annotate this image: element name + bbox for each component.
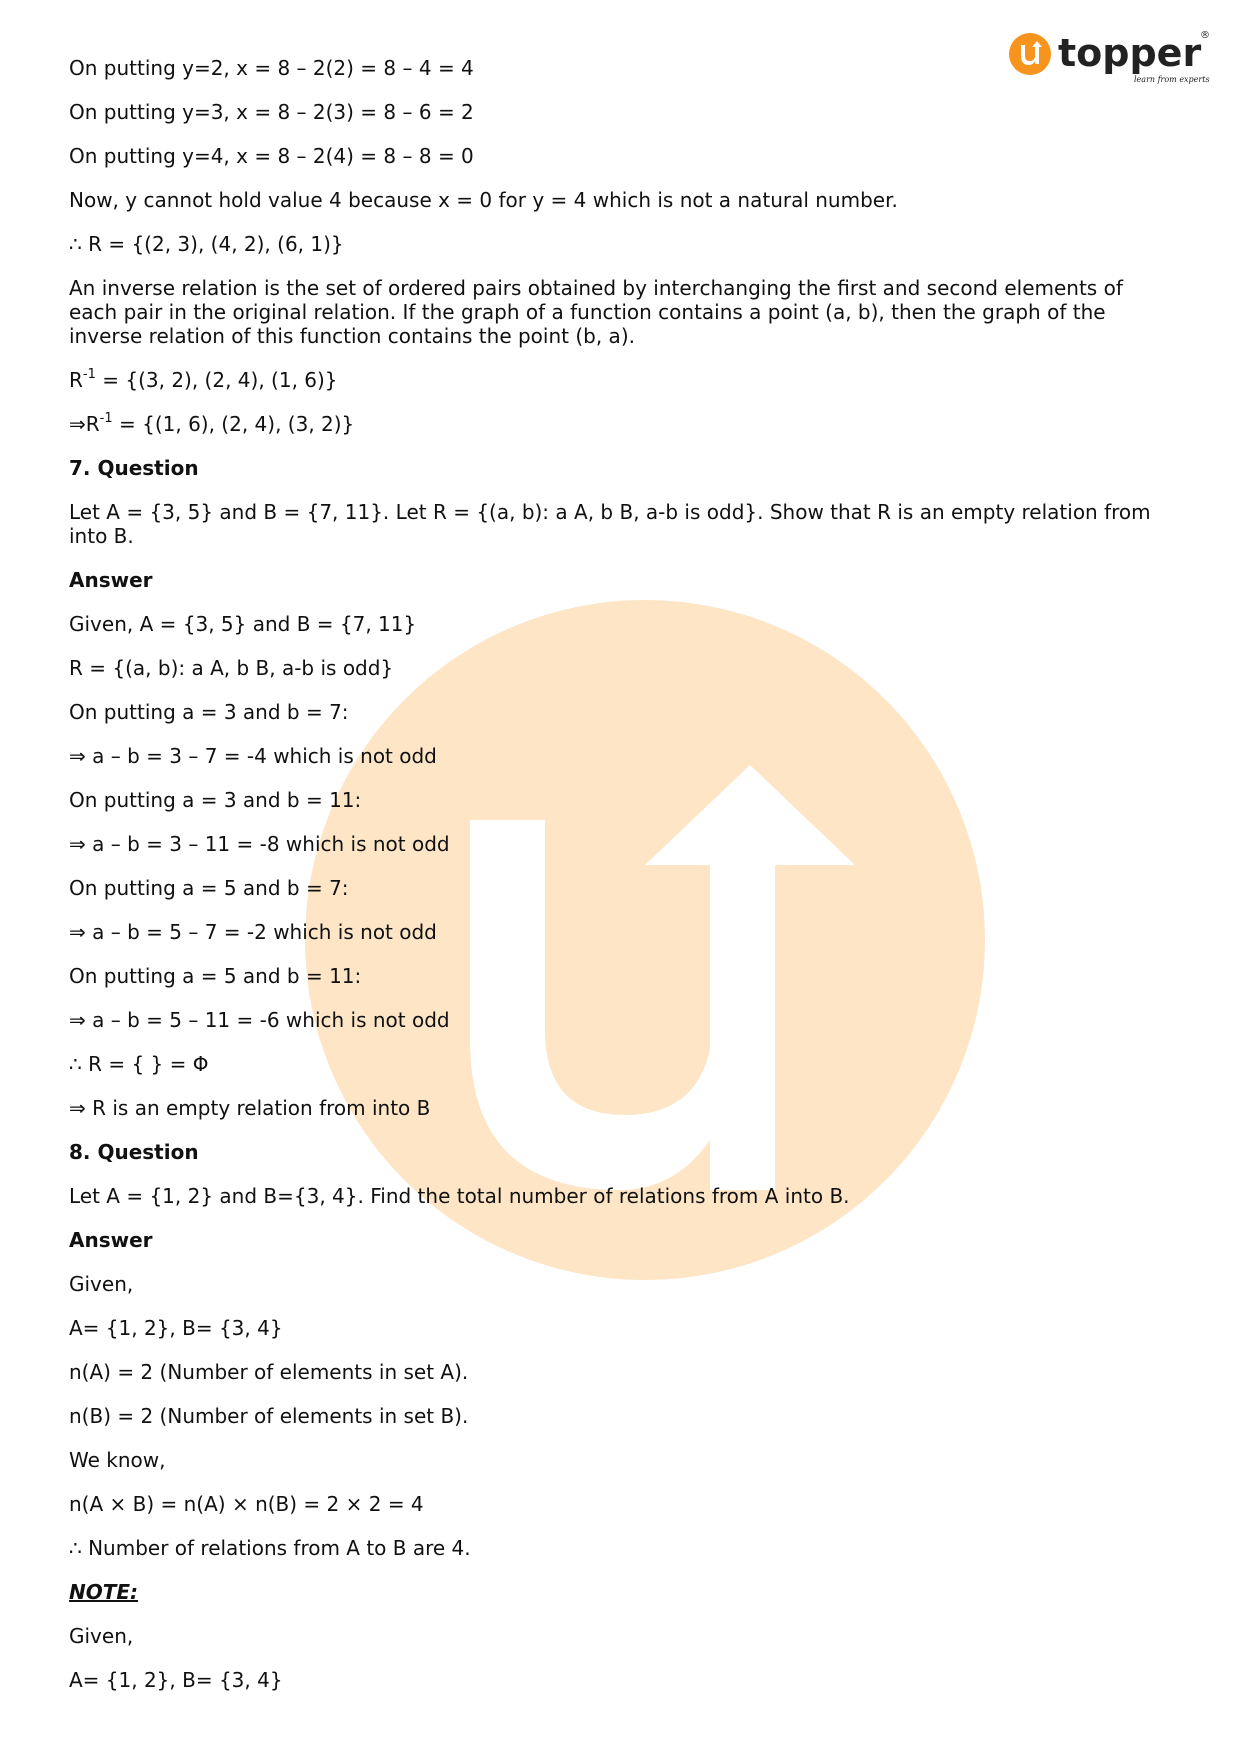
question-text: Let A = {1, 2} and B={3, 4}. Find the total number of relations from A into B. <box>69 1184 850 1208</box>
text-line: ∴ Number of relations from A to B are 4. <box>69 1536 471 1560</box>
inverse-relation-line <box>69 368 1159 392</box>
text-line: A= {1, 2}, B= {3, 4} <box>69 1316 283 1340</box>
question-heading: 8. Question <box>69 1140 199 1164</box>
text-line: ∴ R = { } = Φ <box>69 1052 209 1076</box>
text-span: = {(1, 6), (2, 4), (3, 2)} <box>112 412 355 436</box>
text-line: ⇒ a – b = 3 – 7 = -4 which is not odd <box>69 744 437 768</box>
text-line: ⇒ a – b = 5 – 11 = -6 which is not odd <box>69 1008 450 1032</box>
text-line: A= {1, 2}, B= {3, 4} <box>69 1668 283 1692</box>
text-line: On putting y=2, x = 8 – 2(2) = 8 – 4 = 4 <box>69 56 474 80</box>
text-line: Now, y cannot hold value 4 because x = 0 for y = 4 which is not a natural number. <box>69 188 898 212</box>
text-line: On putting a = 5 and b = 7: <box>69 876 349 900</box>
text-line: ⇒ a – b = 5 – 7 = -2 which is not odd <box>69 920 437 944</box>
text-line: On putting a = 3 and b = 7: <box>69 700 349 724</box>
inverse-relation-line <box>69 412 1159 436</box>
logo-circle-icon <box>1009 33 1051 75</box>
text-line: On putting a = 3 and b = 11: <box>69 788 362 812</box>
text-line: We know, <box>69 1448 166 1472</box>
text-line: On putting y=4, x = 8 – 2(4) = 8 – 8 = 0 <box>69 144 474 168</box>
text-line: Given, <box>69 1624 134 1648</box>
text-line: On putting a = 5 and b = 11: <box>69 964 362 988</box>
text-line: n(B) = 2 (Number of elements in set B). <box>69 1404 469 1428</box>
text-span: R <box>69 368 83 392</box>
text-span: ⇒R <box>69 412 100 436</box>
topper-logo <box>1008 26 1218 88</box>
answer-label: Answer <box>69 568 153 592</box>
text-line: n(A) = 2 (Number of elements in set A). <box>69 1360 469 1384</box>
text-line: Given, A = {3, 5} and B = {7, 11} <box>69 612 417 636</box>
text-line: R = {(a, b): a A, b B, a-b is odd} <box>69 656 394 680</box>
logo-text: topper <box>1058 31 1202 75</box>
note-label: NOTE: <box>69 1580 139 1604</box>
text-line: On putting y=3, x = 8 – 2(3) = 8 – 6 = 2 <box>69 100 474 124</box>
text-line: ⇒ R is an empty relation from into B <box>69 1096 431 1120</box>
text-line: Given, <box>69 1272 134 1296</box>
question-text: Let A = {3, 5} and B = {7, 11}. Let R = {(a, b): a A, b B, a-b is odd}. Show that R is an empty relation from into B. <box>69 500 1157 548</box>
question-heading: 7. Question <box>69 456 199 480</box>
text-line: n(A × B) = n(A) × n(B) = 2 × 2 = 4 <box>69 1492 424 1516</box>
text-line: ∴ R = {(2, 3), (4, 2), (6, 1)} <box>69 232 344 256</box>
text-line: ⇒ a – b = 3 – 11 = -8 which is not odd <box>69 832 450 856</box>
text-span: = {(3, 2), (2, 4), (1, 6)} <box>95 368 338 392</box>
answer-label: Answer <box>69 1228 153 1252</box>
registered-mark: ® <box>1200 30 1210 41</box>
logo-tagline: learn from experts <box>1134 75 1210 84</box>
inverse-relation-paragraph: An inverse relation is the set of ordered pairs obtained by interchanging the first and second elements of each pair in the original relation. If the graph of a function contains a point (a, b), then the graph of the inverse relation of this function contains the point (b, a). <box>69 276 1130 348</box>
superscript: -1 <box>99 411 113 426</box>
document-body <box>69 56 1159 1712</box>
superscript: -1 <box>82 367 96 382</box>
